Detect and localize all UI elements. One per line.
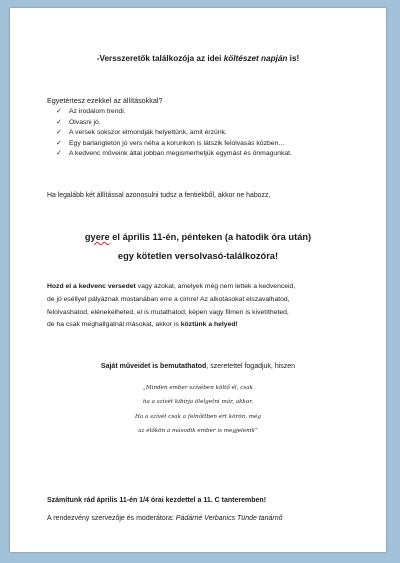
footer-bold-text: Számítunk rád április 11-én 1/4 órai kezdettel a 11. C tanteremben! (47, 497, 267, 504)
bring-bold-text: köztünk a helyed! (180, 321, 238, 329)
agree-line: Ha legalább két állítással azonosulni tudsz a fentiekből, akkor ne habozz, (47, 192, 271, 199)
statement-text: A versek sokszor elmondják helyettünk, amit érzünk. (69, 129, 227, 137)
organizer-name: Pádárné Verbanics Tünde tanárnő (175, 515, 283, 522)
invite-line-event: egy kötetlen versolvasó-találkozóra! (117, 251, 279, 261)
bring-paragraph (47, 281, 377, 332)
statement-item (56, 128, 292, 139)
statement-text: Az irodalom trendi. (69, 108, 126, 115)
handwritten-quote (10, 381, 386, 438)
statement-list (56, 107, 292, 160)
checkmark-icon: ✓ (56, 150, 62, 158)
document-page (10, 8, 386, 552)
own-works-bold-text: Saját műveidet is bemutathatod (100, 363, 207, 370)
statement-item (56, 118, 292, 129)
statement-text: Egy barlangteton jó vers néha a korunkon is látszik felolvasás közben… (69, 139, 286, 147)
quote-line: ha a szívét kibírja ölelgetni már, akkor. (142, 399, 254, 406)
statement-text: Olvasni jó. (69, 118, 101, 126)
footer-time-place (47, 497, 266, 504)
question-line: Egyetértesz ezekkel az állításokkal? (47, 96, 163, 105)
footer-organizer (47, 515, 283, 522)
statement-item (56, 107, 292, 118)
title-text-end: is! (287, 54, 300, 63)
quote-line: az élőkön a második ember is megjelenik” (138, 427, 258, 434)
spellcheck-underlined-word: gyere (84, 232, 110, 242)
bring-text: vagy azokat, amelyek még nem lettek a kedvenceid, (135, 283, 296, 290)
page-title (10, 54, 386, 63)
invite-line-date (10, 232, 386, 242)
bring-line (47, 319, 377, 332)
checkmark-icon: ✓ (56, 108, 62, 115)
quote-line: „Minden ember szívében költő él, csak (143, 385, 253, 391)
statement-item (56, 149, 292, 160)
organizer-label: A rendezvény szervezője és moderátora: (47, 515, 176, 522)
bring-text: de ha csak meghallgatnál másokat, akkor is (47, 321, 181, 329)
invite-date-text: el április 11-én, pénteken (a hatodik óra után) (109, 232, 312, 242)
checkmark-icon: ✓ (56, 139, 62, 147)
own-works-text: , szeretettel fogadjuk, hiszen (206, 363, 296, 370)
own-works-line (10, 363, 386, 370)
checkmark-icon: ✓ (56, 118, 62, 126)
title-text-start: -Versszeretők találkozója az idei (96, 54, 224, 63)
bring-line: de jó eséllyel pályáznak mostanában erre a címre! Az alkotásokat elszavalhatod, (47, 295, 290, 303)
statement-text: A kedvenc műveink által jobban megismerhetjük egymást és önmagunkat. (69, 150, 292, 158)
checkmark-icon: ✓ (56, 129, 62, 137)
bring-bold-text: Hozd el a kedvenc versedet (47, 283, 136, 290)
quote-line: Ha a szívét csak a felnőttben ért körön, még (135, 413, 261, 420)
bring-line (47, 281, 377, 294)
statement-item (56, 139, 292, 150)
title-italic-text: költészet napján (223, 54, 288, 63)
bring-line: felolvashatod, elénekelheted, el is mutathatod, képen vagy filmen is kivetítheted, (47, 308, 289, 316)
